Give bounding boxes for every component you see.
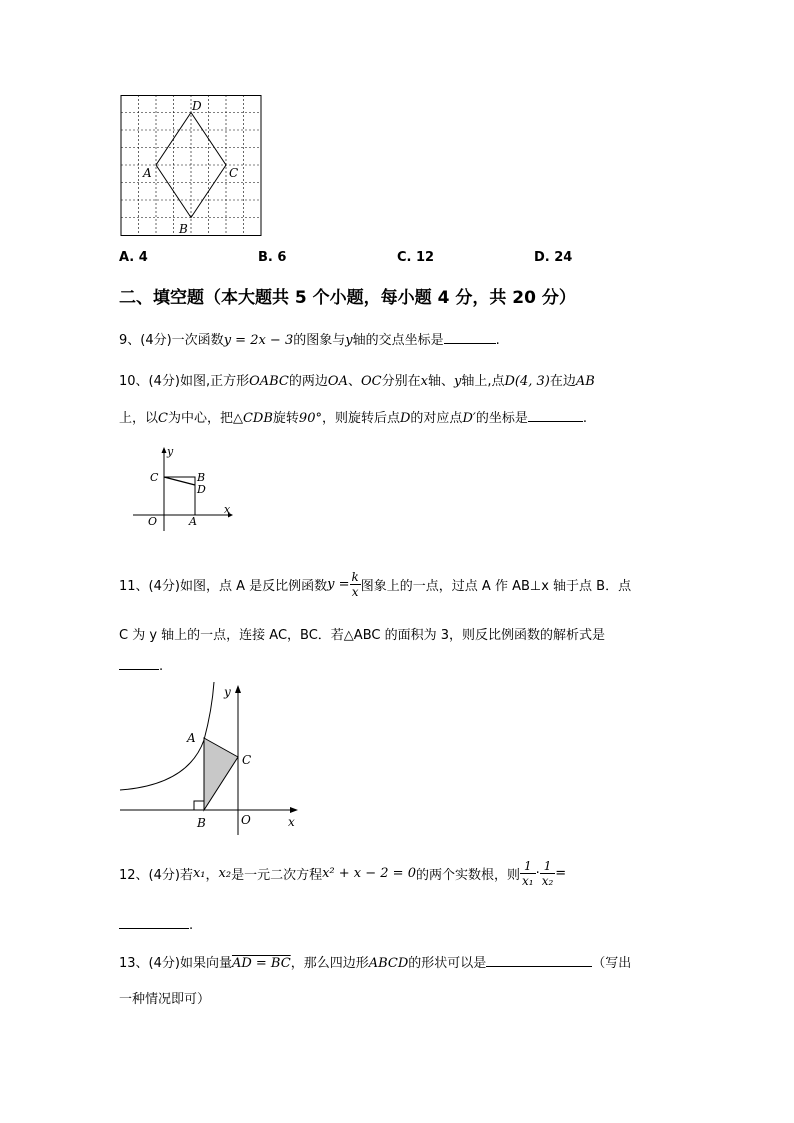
q10-text-l: 的坐标是 (475, 411, 528, 426)
q12-equals: = (555, 866, 567, 881)
q10-sep: 、 (347, 374, 361, 389)
q10-ab: AB (575, 374, 595, 389)
question-10-line2 (119, 407, 587, 426)
q11-fraction (350, 570, 361, 599)
q8-option-c: C. 12 (397, 250, 435, 265)
q12-frac2-den: x₂ (541, 874, 554, 888)
q10-figure (128, 443, 238, 533)
q10-dprime: D′ (462, 411, 476, 426)
q11-text-b: 图象上的一点，过点 A 作 AB⊥x 轴于点 B．点 (360, 579, 632, 594)
q12-frac1-num: 1 (520, 859, 536, 874)
q10-text-k: 的对应点 (410, 411, 463, 426)
q10-end: . (582, 411, 587, 426)
q13-answer-blank[interactable] (486, 954, 592, 967)
q11-hyperbola (120, 682, 214, 790)
q11-label-a: A (187, 731, 196, 745)
q10-oa: OA (327, 374, 348, 389)
q10-text-d: 轴、 (427, 374, 454, 389)
q10-text-j: ，则旋转后点 (321, 411, 400, 426)
q11-text-a: 11、(4分)如图，点 A 是反比例函数 (119, 579, 328, 594)
question-11-line3 (119, 657, 163, 674)
q9-mid: 的图象与 (293, 333, 346, 348)
question-12-line1 (119, 859, 566, 888)
q12-fraction-2 (540, 859, 556, 888)
q10-y: y (453, 374, 462, 389)
q10-label-b: B (197, 471, 206, 484)
q10-d: D (399, 411, 411, 426)
question-10-line1 (119, 370, 595, 389)
q11-frac-den: x (351, 585, 359, 599)
q8-grid-figure (118, 95, 266, 238)
q9-suffix: 轴的交点坐标是 (352, 333, 444, 348)
q8-label-d: D (192, 99, 202, 113)
q13-abcd: ABCD (368, 956, 409, 971)
q10-angle: 90° (298, 411, 322, 426)
q12-x1: x₁ (192, 866, 206, 881)
q11-label-y: y (224, 685, 231, 699)
question-9 (119, 329, 500, 348)
q10-point: D(4, 3) (504, 374, 550, 389)
q10-text-f: 在边 (549, 374, 576, 389)
q10-text-g: 上，以 (119, 411, 159, 426)
q10-label-d: D (197, 483, 206, 496)
q12-frac2-num: 1 (540, 859, 556, 874)
q11-label-o: O (241, 813, 251, 827)
q10-oabc: OABC (249, 374, 289, 389)
q13-prefix: 13、(4分)如果向量 (119, 956, 232, 971)
q12-fraction-1 (520, 859, 536, 888)
q11-right-angle-mark (194, 801, 204, 810)
question-12-line2 (119, 916, 193, 933)
q11-triangle-abc (204, 738, 238, 810)
question-11-line1 (119, 570, 631, 599)
q10-text-e: 轴上,点 (461, 374, 505, 389)
q12-equation: x² + x − 2 = 0 (322, 866, 416, 881)
q9-answer-blank[interactable] (444, 331, 496, 344)
section-title: 二、填空题（本大题共 5 个小题，每小题 4 分，共 20 分） (119, 288, 576, 308)
q10-cdb: CDB (242, 411, 273, 426)
q11-label-b: B (197, 816, 206, 830)
q8-option-d: D. 24 (534, 250, 573, 265)
q10-text-a: 10、(4分)如图,正方形 (119, 374, 250, 389)
q12-x2: x₂ (218, 866, 232, 881)
q9-formula: y = 2x − 3 (223, 333, 294, 348)
q11-y-eq: y = (327, 577, 350, 592)
question-13-line2: 一种情况即可） (119, 992, 211, 1007)
q10-label-o: O (148, 515, 158, 528)
q11-figure (118, 680, 308, 835)
q12-frac1-den: x₁ (522, 874, 534, 888)
q11-label-x: x (288, 815, 295, 829)
q9-prefix: 9、(4分)一次函数 (119, 333, 224, 348)
q11-frac-num: k (351, 570, 359, 584)
q13-suffix: 的形状可以是 (408, 956, 487, 971)
q13-mid: ，那么四边形 (290, 956, 369, 971)
q11-answer-blank[interactable] (119, 657, 159, 670)
q9-end: . (495, 333, 500, 348)
q8-option-b: B. 6 (258, 250, 287, 265)
q13-note1: （写出 (592, 956, 632, 971)
q8-label-b: B (179, 222, 188, 236)
q10-square-sides (164, 477, 195, 515)
q11-x-arrow (290, 807, 298, 813)
q9-var: y (345, 333, 353, 348)
q10-c: C (158, 411, 168, 426)
q12-mid: 是一元二次方程 (231, 868, 323, 883)
q12-dot: · (535, 866, 540, 881)
q11-label-c: C (242, 753, 252, 767)
q10-text-h: 为中心，把△ (167, 411, 243, 426)
q11-end: . (159, 659, 164, 674)
grid-lines (121, 95, 261, 235)
q8-label-c: C (229, 166, 239, 180)
q10-label-y: y (167, 445, 174, 458)
q8-label-a: A (143, 166, 152, 180)
q13-vector-equation: AD = BC (231, 956, 291, 971)
q10-label-c: C (150, 471, 159, 484)
q10-text-i: 旋转 (272, 411, 299, 426)
q10-text-c: 分别在 (381, 374, 421, 389)
q11-y-arrow (235, 685, 241, 693)
q10-text-b: 的两边 (288, 374, 328, 389)
q10-label-x: x (224, 503, 231, 516)
q12-prefix: 12、(4分)若 (119, 868, 193, 883)
q12-answer-blank[interactable] (119, 916, 189, 929)
q12-comma: ， (205, 868, 219, 883)
q10-segment-cd (164, 477, 195, 485)
q8-option-a: A. 4 (119, 250, 148, 265)
q10-label-a: A (189, 515, 197, 528)
question-13-line1 (119, 952, 631, 971)
q12-end: . (189, 918, 194, 933)
q12-suffix: 的两个实数根，则 (415, 868, 520, 883)
q10-answer-blank[interactable] (528, 409, 583, 422)
q10-x: x (420, 374, 428, 389)
q10-oc: OC (360, 374, 382, 389)
question-11-line2: C 为 y 轴上的一点，连接 AC，BC．若△ABC 的面积为 3，则反比例函数的解析式是 (119, 628, 606, 643)
q10-y-arrow (162, 447, 167, 453)
